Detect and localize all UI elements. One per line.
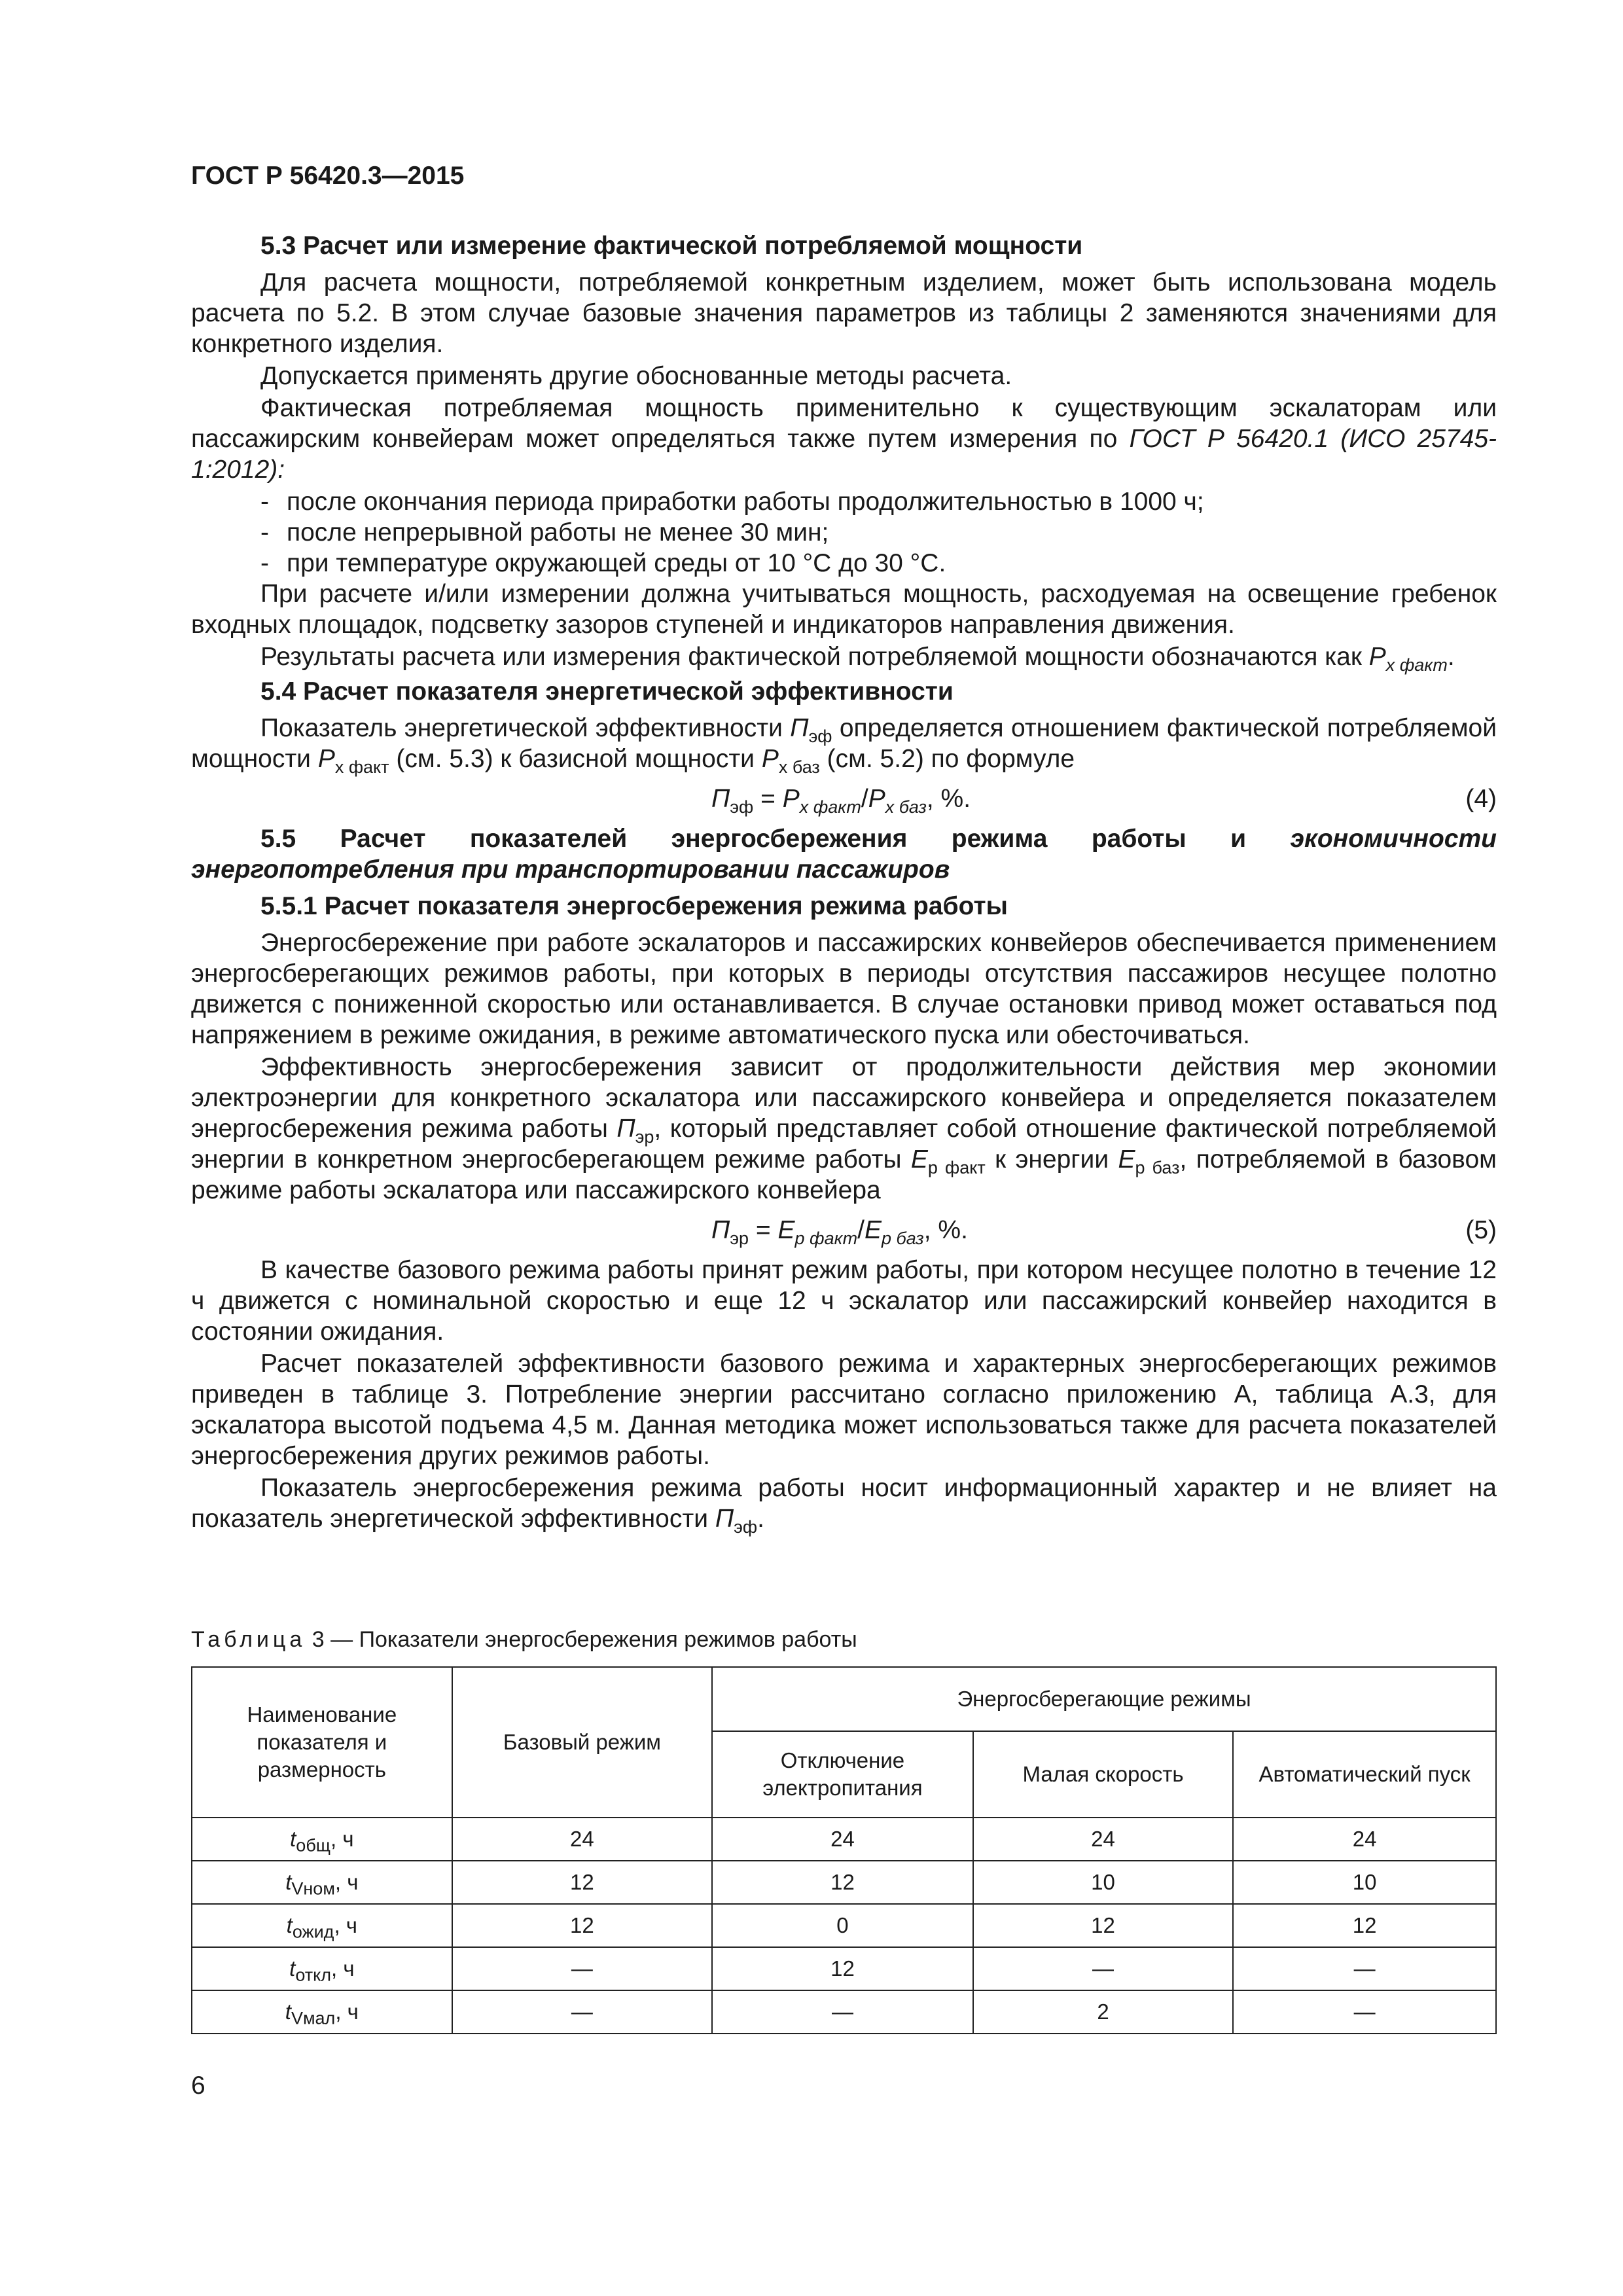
operator: / — [861, 785, 868, 813]
formula-number: (4) — [1465, 785, 1497, 813]
table-header-row — [192, 1667, 1496, 1731]
paragraph-text: Фактическая потребляемая мощность применительно к существующим эскалаторам или пассажирским конвейерам может определяться также путем измерения по — [191, 394, 1497, 453]
energy-saving-table — [191, 1666, 1497, 2034]
punctuation: . — [1447, 643, 1455, 671]
symbol: П — [616, 1115, 635, 1143]
symbol: E — [910, 1145, 928, 1174]
symbol-subscript: эф — [808, 726, 832, 746]
table-row — [192, 1818, 1496, 1861]
paragraph-text: Результаты расчета или измерения фактической потребляемой мощности обозначаются как — [260, 643, 1362, 671]
symbol-subscript: р баз — [882, 1228, 924, 1248]
symbol-subscript: x факт — [799, 797, 861, 817]
symbol: t — [286, 1913, 293, 1937]
standard-reference: ГОСТ Р 56420.1 (ИСО 25745-1:2012): — [191, 425, 1497, 484]
table-cell: 12 — [973, 1904, 1233, 1947]
section-5-4-title: 5.4 Расчет показателя энергетической эффективности — [260, 677, 954, 706]
row-label — [192, 1861, 452, 1904]
table-cell: 10 — [973, 1861, 1233, 1904]
paragraph-text: , потребляемой в базовом режиме работы эскалатора или пассажирского конвейера — [191, 1145, 1497, 1204]
symbol-subscript: эр — [635, 1126, 654, 1147]
row-label — [192, 1818, 452, 1861]
row-label — [192, 1904, 452, 1947]
table-caption — [191, 1624, 857, 1655]
formula-expression — [191, 783, 971, 817]
column-header: Малая скорость — [973, 1731, 1233, 1818]
table-cell: — — [452, 1990, 712, 2034]
paragraph: Энергосбережение при работе эскалаторов и пассажирских конвейеров обеспечивается применением энергосберегающих режимов работы, при которых в периоды отсутствия пассажиров несущее полотно движется с пониженной скоростью или останавливается. В случае остановки привод может оставаться под напряжением в режиме ожидания, в режиме автоматического пуска или обесточиваться. — [191, 929, 1497, 1049]
symbol: П — [715, 1505, 734, 1533]
table-cell: 10 — [1233, 1861, 1496, 1904]
page-number: 6 — [191, 2072, 205, 2100]
table-cell: 24 — [973, 1818, 1233, 1861]
symbol: E — [865, 1216, 882, 1244]
symbol-subscript: x факт — [334, 757, 389, 777]
symbol: П — [711, 785, 730, 813]
table-cell: 12 — [1233, 1904, 1496, 1947]
document-header: ГОСТ Р 56420.3—2015 — [191, 162, 465, 190]
table-cell: 0 — [712, 1904, 973, 1947]
symbol-subscript: ожид — [292, 1922, 334, 1942]
symbol-subscript: откл — [295, 1965, 331, 1985]
symbol: t — [285, 1870, 292, 1894]
table-cell: — — [712, 1990, 973, 2034]
table-cell: 12 — [452, 1861, 712, 1904]
symbol: P — [868, 785, 885, 813]
column-header: Наименование показателя и размерность — [192, 1667, 452, 1818]
operator: = — [749, 1216, 778, 1244]
table-row — [192, 1947, 1496, 1990]
list-item: - при температуре окружающей среды от 10 °С до 30 °С. — [260, 549, 946, 577]
paragraph-text: определяется отношением фактической потребляемой мощности — [191, 714, 1497, 773]
section-5-5-1-title: 5.5.1 Расчет показателя энергосбережения режима работы — [260, 892, 1008, 920]
caption-label: Таблица — [191, 1627, 306, 1652]
symbol-subscript: Vном — [291, 1878, 335, 1899]
table-cell: — — [973, 1947, 1233, 1990]
formula-expression — [191, 1215, 968, 1246]
paragraph-text: (см. 5.2) по формуле — [827, 745, 1075, 773]
formula-5 — [191, 1215, 1497, 1246]
section-5-3-title: 5.3 Расчет или измерение фактической потребляемой мощности — [260, 232, 1083, 260]
unit: , ч — [330, 1956, 355, 1981]
paragraph-text: (см. 5.3) к базисной мощности — [396, 745, 755, 773]
table-cell: 24 — [712, 1818, 973, 1861]
paragraph-text: Показатель энергетической эффективности — [260, 714, 783, 742]
symbol: t — [290, 1827, 296, 1851]
symbol-subscript: Vмал — [291, 2008, 336, 2028]
paragraph: Расчет показателей эффективности базового режима и характерных энергосберегающих режимов приведен в таблице 3. Потребление энергии рассчитано согласно приложению А, таблица А.3, для эскалатора высотой подъема 4,5 м. Данная методика может использоваться также для расчета показателей энергосбережения других режимов работы. — [191, 1350, 1497, 1470]
table-cell: 12 — [712, 1861, 973, 1904]
document-body — [191, 230, 1497, 1535]
symbol-subscript: р факт — [927, 1157, 986, 1177]
paragraph: При расчете и/или измерении должна учитываться мощность, расходуемая на освещение гребенок входных площадок, подсветку зазоров ступеней и индикаторов направления движения. — [191, 580, 1497, 639]
symbol: P — [317, 745, 335, 773]
section-5-5-title — [191, 823, 1497, 885]
unit: , ч — [335, 2000, 359, 2024]
table-cell: 12 — [712, 1947, 973, 1990]
table-cell: 12 — [452, 1904, 712, 1947]
paragraph: В качестве базового режима работы принят режим работы, при котором несущее полотно в течение 12 ч движется с номинальной скоростью и еще 12 ч эскалатор или пассажирский конвейер находится в состоянии ожидания. — [191, 1256, 1497, 1346]
paragraph-text: Показатель энергосбережения режима работы носит информационный характер и не влияет на показатель энергетической эффективности — [191, 1474, 1497, 1533]
paragraph — [191, 713, 1497, 777]
table-cell: — — [452, 1947, 712, 1990]
symbol-subscript: р баз — [1135, 1157, 1180, 1177]
paragraph: Допускается применять другие обоснованные методы расчета. — [260, 362, 1012, 390]
column-header: Отключение электропитания — [712, 1731, 973, 1818]
unit: , ч — [334, 1913, 357, 1937]
unit: , ч — [330, 1827, 354, 1851]
symbol: P — [761, 745, 779, 773]
symbol-subscript: р факт — [794, 1228, 858, 1248]
symbol: П — [790, 714, 809, 742]
list-item: - после непрерывной работы не менее 30 мин; — [260, 518, 829, 547]
symbol-subscript: x баз — [885, 797, 927, 817]
row-label — [192, 1947, 452, 1990]
table-cell: — — [1233, 1990, 1496, 2034]
paragraph-text: к энергии — [995, 1145, 1109, 1174]
punctuation: . — [757, 1505, 764, 1533]
symbol-subscript: x баз — [778, 757, 820, 777]
table-cell: 2 — [973, 1990, 1233, 2034]
symbol-subscript: эр — [730, 1228, 749, 1248]
symbol-subscript: эф — [730, 797, 754, 817]
operator: / — [857, 1216, 865, 1244]
symbol: П — [711, 1216, 730, 1244]
list-item-text: после окончания периода приработки работы продолжительностью в 1000 ч; — [287, 488, 1204, 516]
symbol: t — [285, 2000, 291, 2024]
list-item: - после окончания периода приработки работы продолжительностью в 1000 ч; — [260, 488, 1204, 516]
column-group-header: Энергосберегающие режимы — [712, 1667, 1496, 1731]
formula-4 — [191, 783, 1497, 817]
table-row — [192, 1861, 1496, 1904]
list-item-text: после непрерывной работы не менее 30 мин; — [287, 518, 829, 547]
operator: , %. — [926, 785, 971, 813]
symbol-subscript: x факт — [1385, 655, 1448, 675]
paragraph-text: , который представляет собой отношение фактической потребляемой энергии в конкретном энергосберегающем режиме работы — [191, 1115, 1497, 1174]
table-cell: 24 — [1233, 1818, 1496, 1861]
list-item-text: при температуре окружающей среды от 10 °С до 30 °С. — [287, 549, 946, 577]
table-cell: 24 — [452, 1818, 712, 1861]
symbol: P — [1368, 643, 1386, 671]
symbol: P — [782, 785, 800, 813]
symbol: t — [289, 1956, 296, 1981]
operator: , %. — [923, 1216, 968, 1244]
table-row — [192, 1904, 1496, 1947]
unit: , ч — [334, 1870, 359, 1894]
title-text: 5.5 Расчет показателей энергосбережения режима работы и — [260, 825, 1247, 853]
paragraph — [191, 1052, 1497, 1206]
symbol: E — [777, 1216, 795, 1244]
title-text-italic: экономичности энергопотребления при транспортировании пассажиров — [191, 825, 1497, 884]
paragraph: Для расчета мощности, потребляемой конкретным изделием, может быть использована модель расчета по 5.2. В этом случае базовые значения параметров из таблицы 2 заменяются значениями для конкретного изделия. — [191, 268, 1497, 358]
caption-text: 3 — Показатели энергосбережения режимов работы — [312, 1627, 857, 1652]
paragraph — [191, 393, 1497, 485]
table-row — [192, 1990, 1496, 2034]
paragraph — [191, 641, 1497, 675]
paragraph-text: Эффективность энергосбережения зависит от продолжительности действия мер экономии электроэнергии для конкретного эскалатора или пассажирского конвейера и определяется показателем энергосбережения режима работы — [191, 1053, 1497, 1143]
operator: = — [753, 785, 783, 813]
row-label — [192, 1990, 452, 2034]
table-cell: — — [1233, 1947, 1496, 1990]
symbol-subscript: эф — [734, 1516, 758, 1537]
symbol-subscript: общ — [296, 1835, 330, 1856]
column-header: Автоматический пуск — [1233, 1731, 1496, 1818]
paragraph — [191, 1473, 1497, 1537]
formula-number: (5) — [1465, 1216, 1497, 1244]
symbol: E — [1118, 1145, 1135, 1174]
column-header: Базовый режим — [452, 1667, 712, 1818]
